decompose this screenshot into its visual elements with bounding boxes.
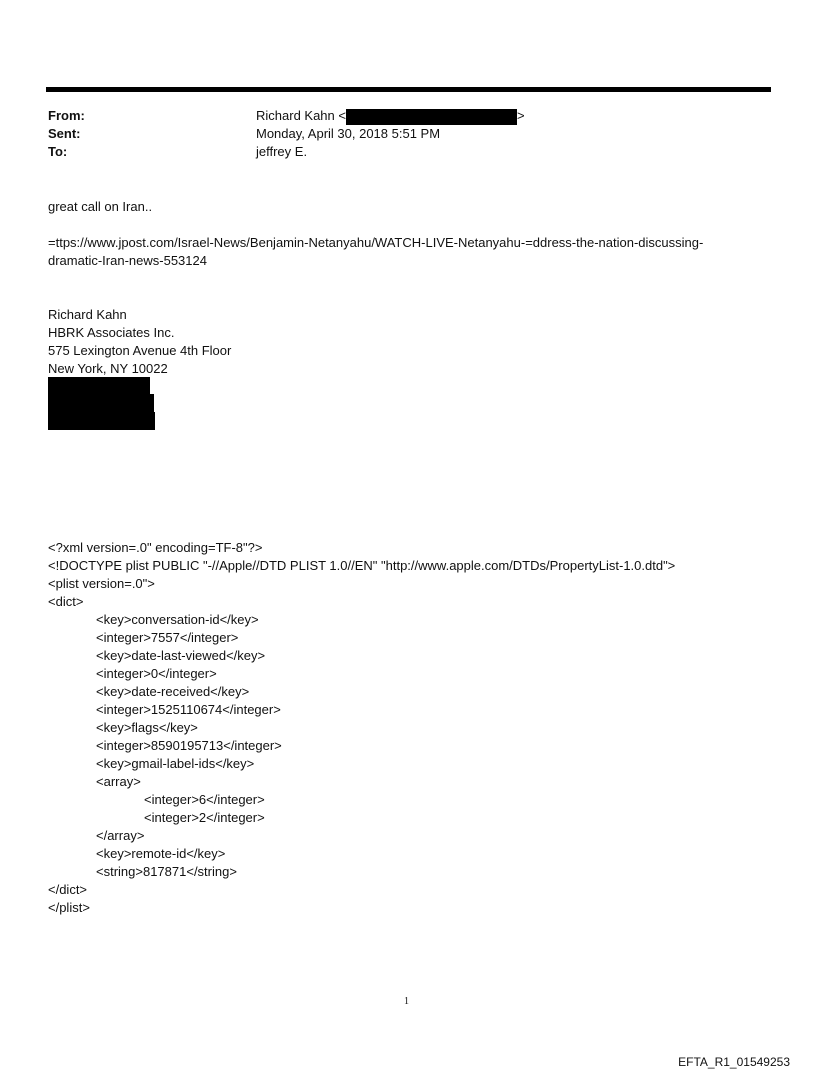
plist-line: </dict> bbox=[48, 882, 88, 897]
signature-company: HBRK Associates Inc. bbox=[48, 325, 175, 340]
redacted-email bbox=[346, 109, 517, 125]
to-value: jeffrey E. bbox=[256, 144, 308, 159]
plist-line: <dict> bbox=[48, 594, 84, 609]
plist-line: <!DOCTYPE plist PUBLIC "-//Apple//DTD PLIST 1.0//EN" "http://www.apple.com/DTDs/PropertyList-1.0.dtd"> bbox=[48, 558, 676, 573]
plist-line: <key>gmail-label-ids</key> bbox=[96, 756, 255, 771]
from-close: > bbox=[516, 108, 525, 123]
to-label: To: bbox=[48, 144, 68, 159]
signature-name: Richard Kahn bbox=[48, 307, 127, 322]
plist-line: <?xml version=.0" encoding=TF-8"?> bbox=[48, 540, 263, 555]
plist-line: <plist version=.0"> bbox=[48, 576, 155, 591]
header-rule bbox=[46, 87, 771, 92]
document-id: EFTA_R1_01549253 bbox=[678, 1055, 790, 1069]
plist-block bbox=[48, 539, 675, 917]
plist-line: <integer>2</integer> bbox=[144, 810, 265, 825]
sent-label: Sent: bbox=[48, 126, 81, 141]
redaction-block bbox=[48, 412, 155, 430]
plist-line: <key>flags</key> bbox=[96, 720, 198, 735]
redaction-block bbox=[48, 394, 154, 412]
plist-line: <key>date-received</key> bbox=[96, 684, 250, 699]
redaction-block bbox=[48, 377, 150, 394]
body-line: great call on Iran.. bbox=[48, 199, 153, 214]
plist-line: </array> bbox=[96, 828, 145, 843]
plist-line: <integer>1525110674</integer> bbox=[96, 702, 281, 717]
plist-line: </plist> bbox=[48, 900, 90, 915]
plist-line: <integer>7557</integer> bbox=[96, 630, 239, 645]
plist-line: <integer>0</integer> bbox=[96, 666, 217, 681]
signature-address-2: New York, NY 10022 bbox=[48, 361, 168, 376]
sent-value: Monday, April 30, 2018 5:51 PM bbox=[256, 126, 441, 141]
plist-line: <array> bbox=[96, 774, 141, 789]
plist-line: <integer>6</integer> bbox=[144, 792, 265, 807]
plist-line: <key>remote-id</key> bbox=[96, 846, 226, 861]
from-name: Richard Kahn < bbox=[256, 108, 346, 123]
url-line-2: dramatic-Iran-news-553124 bbox=[48, 253, 207, 268]
page-number: 1 bbox=[404, 996, 409, 1007]
plist-line: <string>817871</string> bbox=[96, 864, 237, 879]
url-line-1: =ttps://www.jpost.com/Israel-News/Benjamin-Netanyahu/WATCH-LIVE-Netanyahu-=ddress-the-nation-discussing- bbox=[48, 235, 704, 250]
plist-line: <key>conversation-id</key> bbox=[96, 612, 259, 627]
signature-address-1: 575 Lexington Avenue 4th Floor bbox=[48, 343, 232, 358]
plist-line: <key>date-last-viewed</key> bbox=[96, 648, 266, 663]
from-label: From: bbox=[48, 108, 85, 123]
from-value bbox=[256, 108, 525, 125]
plist-line: <integer>8590195713</integer> bbox=[96, 738, 282, 753]
